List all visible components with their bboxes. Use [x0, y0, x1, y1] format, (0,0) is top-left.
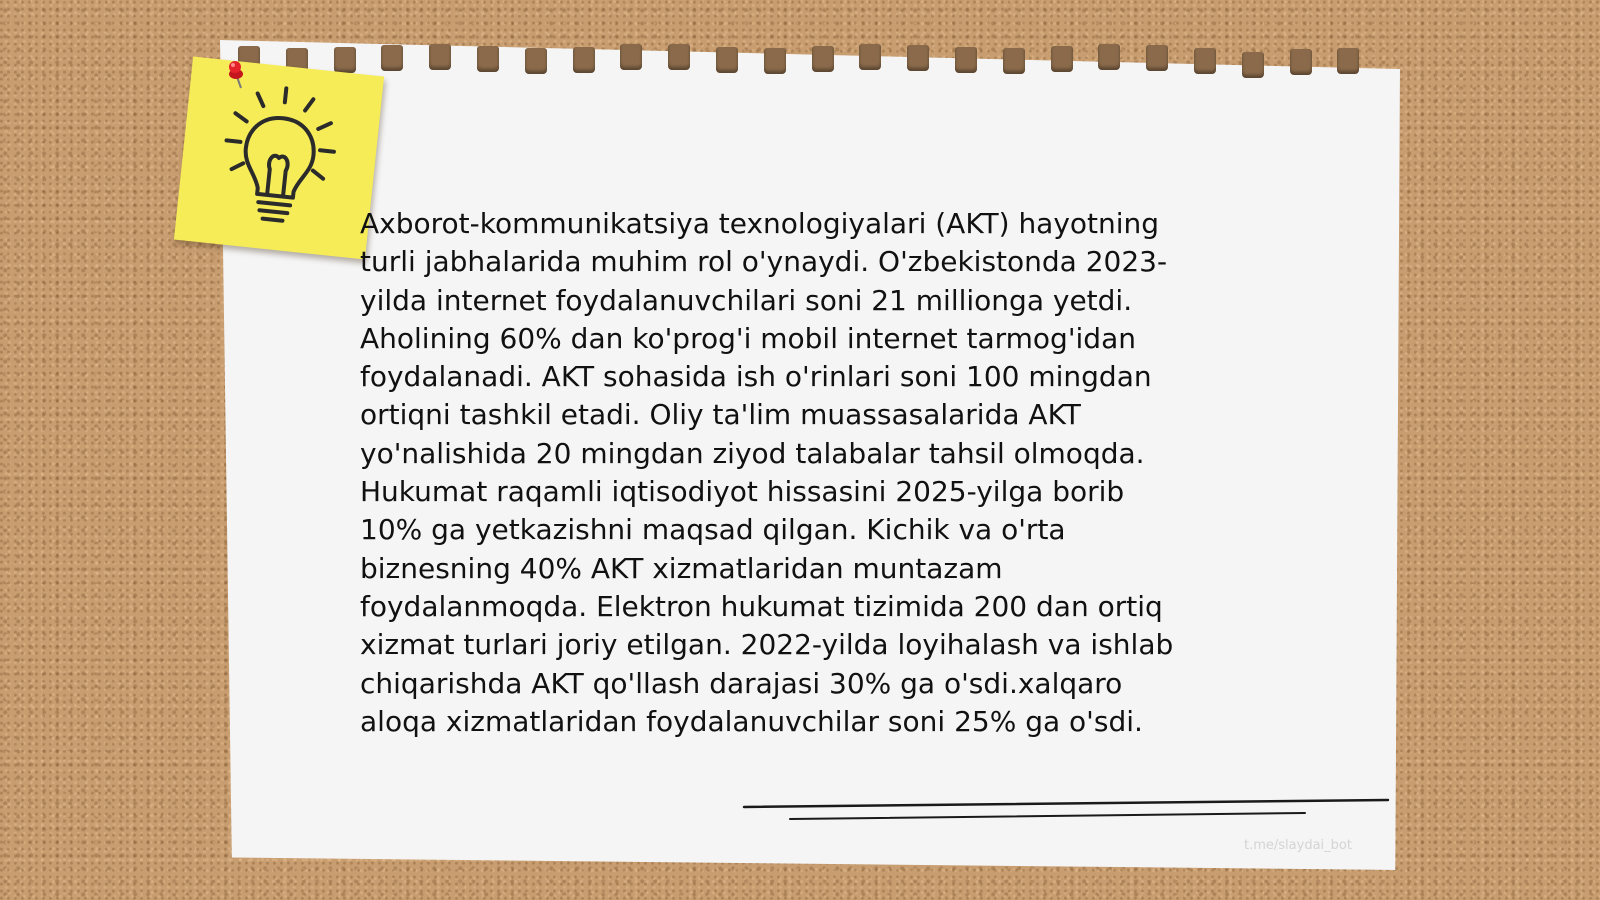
note-body-text — [360, 205, 1220, 741]
binder-hole — [859, 44, 881, 70]
binder-hole — [1146, 45, 1168, 71]
binder-hole — [764, 48, 786, 74]
sticky-note — [174, 56, 384, 259]
binder-holes — [238, 46, 1368, 76]
note-text-line: Aholining 60% dan ko'prog'i mobil internet tarmog'idan — [360, 321, 1136, 355]
watermark-text: t.me/slaydai_bot — [1244, 838, 1352, 853]
note-text-line: yilda internet foydalanuvchilari soni 21 millionga yetdi. — [360, 283, 1133, 317]
binder-hole — [1051, 46, 1073, 72]
note-text-line: turli jabhalarida muhim rol o'ynaydi. O'zbekistonda 2023- — [360, 245, 1168, 279]
binder-hole — [381, 45, 403, 71]
note-text-line: chiqarishda AKT qo'llash darajasi 30% ga o'sdi.xalqaro — [360, 666, 1123, 700]
binder-hole — [716, 47, 738, 73]
binder-hole — [955, 47, 977, 73]
note-text-line: biznesning 40% AKT xizmatlaridan muntazam — [360, 551, 1003, 585]
binder-hole — [1242, 52, 1264, 78]
binder-hole — [1290, 49, 1312, 75]
binder-hole — [1337, 48, 1359, 74]
binder-hole — [477, 46, 499, 72]
note-text-line: foydalanmoqda. Elektron hukumat tizimida 200 dan ortiq — [360, 589, 1163, 623]
note-text-line: Axborot-kommunikatsiya texnologiyalari (AKT) hayotning — [360, 207, 1160, 240]
note-text-line: ortiqni tashkil etadi. Oliy ta'lim muassasalarida AKT — [360, 398, 1081, 432]
note-text-line: xizmat turlari joriy etilgan. 2022-yilda loyihalash va ishlab — [360, 628, 1174, 662]
binder-hole — [1003, 48, 1025, 74]
push-pin-icon — [228, 60, 250, 90]
binder-hole — [812, 46, 834, 72]
binder-hole — [429, 44, 451, 70]
binder-hole — [907, 45, 929, 71]
lightbulb-icon — [174, 56, 384, 259]
binder-hole — [573, 47, 595, 73]
note-text-line: yo'nalishida 20 mingdan ziyod talabalar tahsil olmoqda. — [360, 436, 1145, 470]
binder-hole — [334, 47, 356, 73]
note-text-line: Hukumat raqamli iqtisodiyot hissasini 2025-yilga borib — [360, 475, 1125, 509]
note-text-line: aloqa xizmatlaridan foydalanuvchilar soni 25% ga o'sdi. — [360, 704, 1143, 738]
binder-hole — [620, 44, 642, 70]
binder-hole — [668, 44, 690, 70]
binder-hole — [525, 48, 547, 74]
binder-hole — [1194, 48, 1216, 74]
decorative-underlines — [740, 795, 1390, 835]
note-text-line: foydalanadi. AKT sohasida ish o'rinlari soni 100 mingdan — [360, 360, 1152, 394]
note-text-line: 10% ga yetkazishni maqsad qilgan. Kichik va o'rta — [360, 513, 1066, 547]
binder-hole — [1098, 44, 1120, 70]
